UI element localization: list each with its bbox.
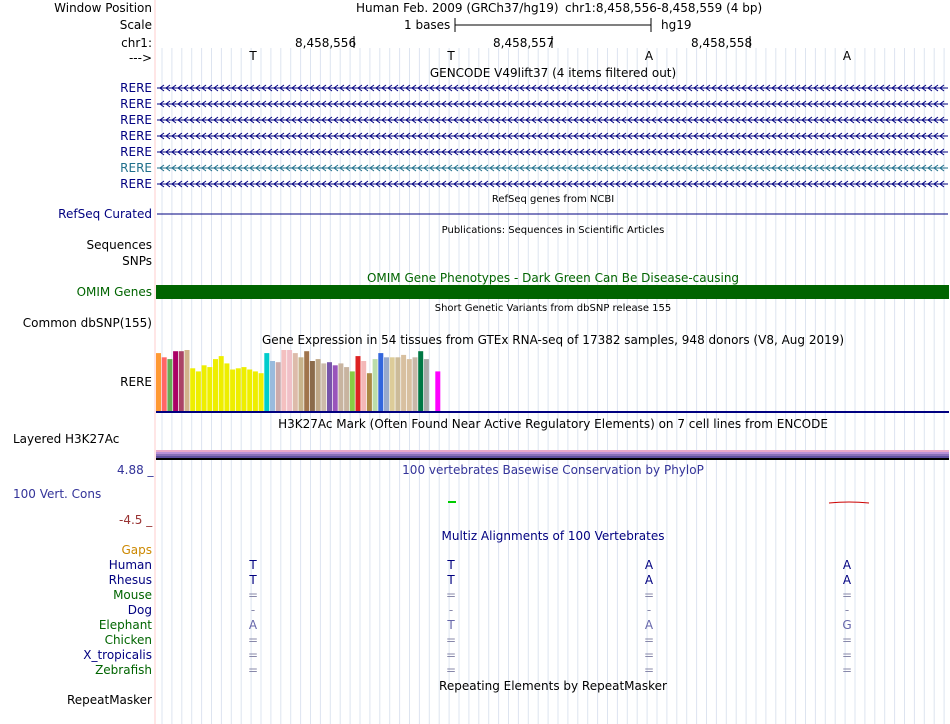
gencode-item-label[interactable]: RERE — [120, 81, 152, 95]
multiz-species-label: Dog — [127, 603, 152, 617]
gtex-bar — [407, 359, 412, 411]
omim-bar — [156, 285, 949, 299]
gencode-title: GENCODE V49lift37 (4 items filtered out) — [429, 66, 677, 80]
gtex-bar — [190, 368, 195, 411]
gtex-bar — [350, 371, 355, 411]
snps-label[interactable]: SNPs — [122, 254, 152, 268]
scale-text: 1 bases — [404, 18, 451, 32]
gtex-bar — [316, 359, 321, 411]
base-3: A — [644, 49, 654, 63]
multiz-base: - — [448, 603, 454, 617]
multiz-title: Multiz Alignments of 100 Vertebrates — [441, 529, 665, 543]
gtex-bar — [247, 370, 252, 412]
multiz-base: - — [646, 603, 652, 617]
gtex-bar — [230, 370, 235, 412]
strand-label: ---> — [128, 51, 152, 65]
omim-title: OMIM Gene Phenotypes - Dark Green Can Be Disease-causing — [366, 271, 740, 285]
gtex-bar — [276, 362, 281, 411]
position-tick-3: 8,458,558 — [691, 36, 753, 50]
multiz-base: = — [247, 633, 259, 647]
position-tick-1: 8,458,556 — [295, 36, 357, 50]
gtex-bar — [327, 362, 332, 411]
gtex-bar — [395, 357, 400, 411]
multiz-base: - — [250, 603, 256, 617]
gtex-bar — [287, 350, 292, 411]
multiz-species-label: Rhesus — [108, 573, 152, 587]
multiz-base: A — [644, 573, 654, 587]
publications-title: Publications: Sequences in Scientific Articles — [441, 225, 665, 236]
gtex-bar — [373, 359, 378, 411]
multiz-species-label: Mouse — [113, 588, 152, 602]
base-4: A — [842, 49, 852, 63]
gtex-label[interactable]: RERE — [120, 375, 152, 389]
gtex-bar — [179, 351, 184, 411]
gencode-item-label[interactable]: RERE — [120, 161, 152, 175]
gtex-bar — [378, 353, 383, 411]
gtex-bar — [253, 371, 258, 411]
position-tick-2: 8,458,557 — [493, 36, 555, 50]
multiz-base: A — [248, 618, 258, 632]
chr-label: chr1: — [121, 36, 152, 50]
h3k27ac-title: H3K27Ac Mark (Often Found Near Active Regulatory Elements) on 7 cell lines from ENCODE — [278, 417, 828, 431]
db-text: hg19 — [661, 18, 692, 32]
gtex-bar — [304, 351, 309, 411]
gencode-item-label[interactable]: RERE — [120, 129, 152, 143]
multiz-base: = — [445, 663, 457, 677]
repeatmasker-title: Repeating Elements by RepeatMasker — [439, 679, 667, 693]
refseq-label[interactable]: RefSeq Curated — [58, 207, 152, 221]
gtex-bar — [293, 353, 298, 411]
gtex-bar — [156, 353, 161, 411]
assembly-text: Human Feb. 2009 (GRCh37/hg19) — [356, 1, 559, 15]
gtex-bar — [162, 357, 167, 411]
window-position-label: Window Position — [54, 1, 152, 15]
multiz-base: = — [643, 648, 655, 662]
multiz-base: = — [247, 648, 259, 662]
gtex-bar — [338, 363, 343, 411]
multiz-base: = — [643, 663, 655, 677]
gtex-bar — [202, 365, 207, 411]
multiz-base: - — [844, 603, 850, 617]
base-2: T — [447, 49, 455, 63]
omim-label[interactable]: OMIM Genes — [76, 285, 152, 299]
multiz-base: T — [447, 558, 455, 572]
h3k27ac-layer — [156, 458, 949, 460]
multiz-base: = — [247, 663, 259, 677]
gencode-item-label[interactable]: RERE — [120, 97, 152, 111]
gencode-item-label[interactable]: RERE — [120, 177, 152, 191]
refseq-title: RefSeq genes from NCBI — [491, 194, 615, 205]
h3k27ac-label[interactable]: Layered H3K27Ac — [13, 432, 120, 446]
multiz-base: T — [447, 618, 455, 632]
gtex-bar — [242, 367, 247, 411]
gtex-bar — [264, 353, 269, 411]
multiz-base: A — [644, 558, 654, 572]
cons-max-label: 4.88 _ — [117, 463, 154, 477]
multiz-species-label: Gaps — [121, 543, 152, 557]
multiz-base: T — [249, 573, 257, 587]
gtex-title: Gene Expression in 54 tissues from GTEx RNA-seq of 17382 samples, 948 donors (V8, Aug 2019) — [261, 333, 845, 347]
multiz-species-label: X_tropicalis — [83, 648, 152, 662]
multiz-species-label: Chicken — [104, 633, 152, 647]
dbsnp-label[interactable]: Common dbSNP(155) — [22, 316, 152, 330]
h3k27ac-layer — [156, 452, 949, 454]
gtex-bar — [367, 373, 372, 411]
multiz-base: = — [841, 648, 853, 662]
multiz-species-label: Zebrafish — [95, 663, 152, 677]
gtex-bar — [236, 368, 241, 411]
gtex-bar — [424, 359, 429, 411]
gtex-bar — [224, 363, 229, 411]
multiz-base: A — [842, 558, 852, 572]
scale-label: Scale — [119, 18, 152, 32]
gtex-bar — [270, 361, 275, 411]
cons-min-label: -4.5 _ — [119, 513, 153, 527]
multiz-base: = — [445, 588, 457, 602]
gtex-bar — [321, 363, 326, 411]
gtex-bar — [196, 371, 201, 411]
multiz-base: = — [841, 588, 853, 602]
repeatmasker-label[interactable]: RepeatMasker — [66, 693, 152, 707]
multiz-species-label: Human — [108, 558, 152, 572]
multiz-base: A — [842, 573, 852, 587]
multiz-base: G — [842, 618, 852, 632]
multiz-base: A — [644, 618, 654, 632]
gtex-bar — [384, 357, 389, 411]
multiz-base: T — [249, 558, 257, 572]
gtex-bar — [413, 357, 418, 411]
gtex-bar — [281, 350, 286, 411]
gtex-bar — [390, 357, 395, 411]
multiz-base: = — [841, 663, 853, 677]
multiz-base: T — [447, 573, 455, 587]
gtex-bar — [333, 365, 338, 411]
position-text: chr1:8,458,556-8,458,559 (4 bp) — [565, 1, 763, 15]
multiz-base: = — [247, 588, 259, 602]
cons-title: 100 vertebrates Basewise Conservation by PhyloP — [402, 463, 704, 477]
cons-positive-mark — [448, 501, 456, 503]
dbsnp-title: Short Genetic Variants from dbSNP release 155 — [434, 303, 672, 314]
multiz-base: = — [445, 648, 457, 662]
gtex-bar — [219, 356, 224, 411]
h3k27ac-layer — [156, 454, 949, 456]
gtex-bar — [310, 361, 315, 411]
gencode-item-label[interactable]: RERE — [120, 145, 152, 159]
multiz-species-label: Elephant — [98, 618, 152, 632]
gtex-bar — [259, 373, 264, 411]
multiz-base: = — [841, 633, 853, 647]
cons-negative-mark — [829, 502, 869, 503]
gtex-bar — [418, 351, 423, 411]
multiz-base: = — [643, 633, 655, 647]
h3k27ac-layer — [156, 450, 949, 452]
gtex-bar — [435, 371, 440, 411]
gtex-bar — [213, 359, 218, 411]
gtex-bar — [299, 357, 304, 411]
gtex-bar — [185, 350, 190, 411]
multiz-base: = — [445, 633, 457, 647]
gtex-bar — [356, 356, 361, 411]
base-1: T — [249, 49, 257, 63]
gtex-bar — [167, 359, 172, 411]
gtex-bar — [173, 351, 178, 411]
sequences-label[interactable]: Sequences — [86, 238, 152, 252]
gtex-bar — [361, 361, 366, 411]
cons-label[interactable]: 100 Vert. Cons — [13, 487, 102, 501]
multiz-base: = — [643, 588, 655, 602]
gtex-bar — [401, 355, 406, 411]
gtex-bar — [207, 367, 212, 411]
gencode-item-label[interactable]: RERE — [120, 113, 152, 127]
gtex-bar — [344, 367, 349, 411]
h3k27ac-layer — [156, 456, 949, 458]
